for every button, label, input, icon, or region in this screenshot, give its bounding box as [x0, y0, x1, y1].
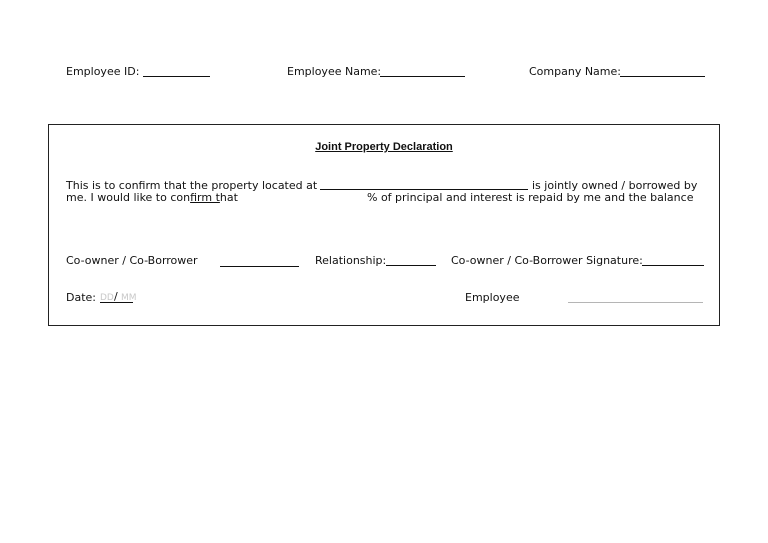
property-address-field[interactable] — [320, 189, 528, 190]
date-day-placeholder: DD — [100, 293, 114, 303]
relationship-field[interactable] — [386, 265, 436, 266]
employee-name-field[interactable] — [380, 76, 465, 77]
employee-name-label: Employee Name: — [287, 65, 382, 78]
coowner-signature-field[interactable] — [642, 265, 704, 266]
coowner-signature-label: Co-owner / Co-Borrower Signature: — [451, 254, 643, 267]
company-name-field[interactable] — [620, 76, 705, 77]
employee-id-field[interactable] — [143, 76, 210, 77]
coowner-field[interactable] — [220, 266, 299, 267]
employee-signature-field[interactable] — [568, 302, 703, 303]
relationship-label: Relationship: — [315, 254, 387, 267]
para-text-3: me. I would like to confirm that — [66, 191, 238, 204]
para-text-4: % of principal and interest is repaid by me and the balance — [367, 191, 694, 204]
declaration-box — [48, 124, 720, 326]
date-separator: / — [114, 290, 118, 303]
para-text-2: is jointly owned / borrowed by — [532, 179, 698, 192]
date-month-placeholder: MM — [121, 293, 137, 303]
company-name-label: Company Name: — [529, 65, 621, 78]
date-label: Date: — [66, 291, 96, 304]
coowner-label: Co-owner / Co-Borrower — [66, 254, 198, 267]
employee-label: Employee — [465, 291, 520, 304]
declaration-title: Joint Property Declaration — [315, 141, 453, 153]
date-field[interactable] — [100, 290, 137, 303]
para-text-1: This is to confirm that the property located at — [66, 179, 318, 192]
employee-id-label: Employee ID: — [66, 65, 140, 78]
